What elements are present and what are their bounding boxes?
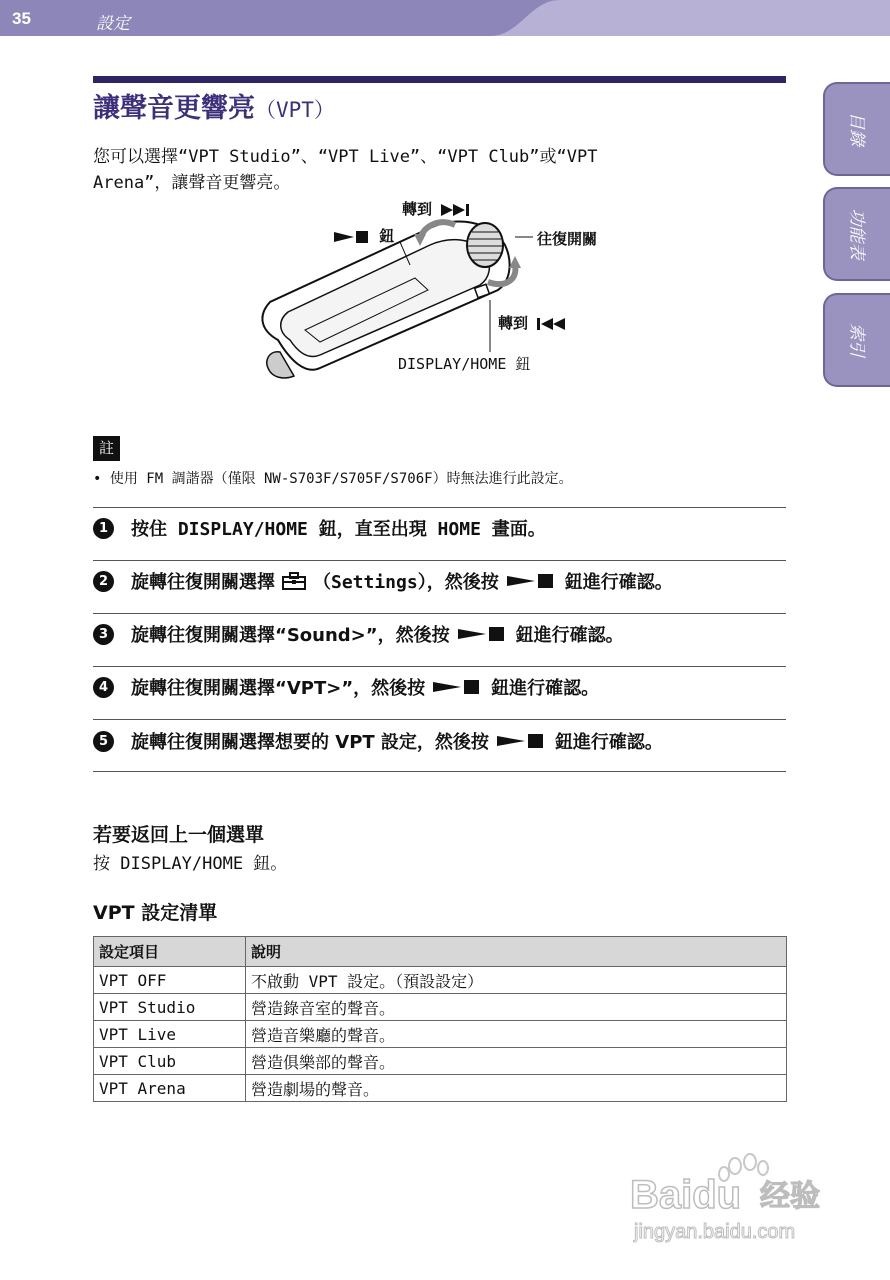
page-number: 35 <box>12 9 31 28</box>
vpt-list-heading: VPT 設定清單 <box>93 902 218 924</box>
title-rule <box>93 76 786 83</box>
return-heading: 若要返回上一個選單 <box>93 824 265 846</box>
divider <box>93 507 786 508</box>
settings-icon <box>281 571 307 591</box>
step-text-after: 鈕進行確認。 <box>515 625 624 646</box>
step-text-mid: （Settings），然後按 <box>313 572 499 593</box>
step-number: 5 <box>93 731 114 752</box>
table-row <box>94 1075 787 1102</box>
play-stop-icon <box>334 230 370 244</box>
step-text-after: 鈕進行確認。 <box>491 678 600 699</box>
step-text-after: 鈕進行確認。 <box>554 732 663 753</box>
table-row <box>94 967 787 994</box>
table-cell: 不啟動 VPT 設定。（預設設定） <box>246 967 787 994</box>
return-text: 按 DISPLAY/HOME 鈕。 <box>93 854 288 874</box>
menu-tab-label: 功能表 <box>846 208 867 260</box>
header-section-title: 設定 <box>96 14 130 34</box>
callout-next <box>402 198 477 219</box>
step-text-before: 旋轉往復開關選擇“VPT>”，然後按 <box>131 678 426 699</box>
vpt-settings-table <box>93 936 787 1102</box>
play-stop-icon <box>458 626 508 642</box>
note-badge: 註 <box>93 436 120 461</box>
table-cell: 營造俱樂部的聲音。 <box>246 1048 787 1075</box>
callout-next-label: 轉到 <box>402 200 433 218</box>
header-band <box>0 0 890 36</box>
step-number: 4 <box>93 677 114 698</box>
table-cell: 營造劇場的聲音。 <box>246 1075 787 1102</box>
step-2 <box>93 566 673 596</box>
callout-shuttle: 往復開關 <box>537 230 598 248</box>
table-cell: VPT Live <box>94 1021 246 1048</box>
toc-tab-label: 目錄 <box>846 112 867 146</box>
page-title <box>93 86 335 125</box>
divider <box>93 666 786 667</box>
callout-play-stop-label: 鈕 <box>379 227 395 245</box>
page-title-sub: （VPT） <box>255 98 335 122</box>
page-title-main: 讓聲音更響亮 <box>93 93 255 124</box>
table-cell: VPT Club <box>94 1048 246 1075</box>
next-track-icon <box>441 204 473 216</box>
callout-previous <box>498 312 573 333</box>
step-number: 2 <box>93 571 114 592</box>
toc-tab[interactable] <box>823 82 890 176</box>
divider <box>93 719 786 720</box>
play-stop-icon <box>433 679 483 695</box>
note-text: • 使用 FM 調諧器（僅限 NW-S703F/S705F/S706F）時無法進行此設定。 <box>93 471 573 487</box>
callout-play-stop <box>330 225 394 246</box>
step-text-before: 旋轉往復開關選擇“Sound>”，然後按 <box>131 625 450 646</box>
step-text-before: 旋轉往復開關選擇 <box>131 572 275 593</box>
step-text: 按住 DISPLAY/HOME 鈕，直至出現 HOME 畫面。 <box>131 519 546 540</box>
table-cell: VPT Arena <box>94 1075 246 1102</box>
table-cell: 營造音樂廳的聲音。 <box>246 1021 787 1048</box>
play-stop-icon <box>497 733 547 749</box>
step-1 <box>93 513 546 543</box>
column-header: 設定項目 <box>94 937 246 967</box>
watermark-brand-cn: 经验 <box>760 1179 820 1214</box>
table-row <box>94 1048 787 1075</box>
step-3 <box>93 619 624 649</box>
index-tab-label: 索引 <box>846 323 867 357</box>
divider <box>93 560 786 561</box>
baidu-watermark <box>630 1148 840 1248</box>
table-cell: VPT Studio <box>94 994 246 1021</box>
callout-display-home: DISPLAY/HOME 鈕 <box>398 355 531 373</box>
table-row <box>94 1021 787 1048</box>
divider <box>93 613 786 614</box>
watermark-url: jingyan.baidu.com <box>634 1221 796 1243</box>
step-number: 3 <box>93 624 114 645</box>
index-tab[interactable] <box>823 293 890 387</box>
step-4 <box>93 672 599 702</box>
table-header-row <box>94 937 787 967</box>
divider <box>93 771 786 772</box>
previous-track-icon <box>537 318 569 330</box>
intro-line-1: 您可以選擇“VPT Studio”、“VPT Live”、“VPT Club”或“VPT <box>93 147 598 167</box>
table-cell: 營造錄音室的聲音。 <box>246 994 787 1021</box>
play-stop-icon <box>507 573 557 589</box>
step-5 <box>93 726 663 756</box>
table-cell: VPT OFF <box>94 967 246 994</box>
table-row <box>94 994 787 1021</box>
step-text-before: 旋轉往復開關選擇想要的 VPT 設定，然後按 <box>131 732 489 753</box>
step-number: 1 <box>93 518 114 539</box>
step-text-after: 鈕進行確認。 <box>564 572 673 593</box>
menu-tab[interactable] <box>823 187 890 281</box>
watermark-brand: Baidu <box>630 1173 742 1217</box>
intro-line-2: Arena”，讓聲音更響亮。 <box>93 173 291 193</box>
column-header: 說明 <box>246 937 787 967</box>
callout-previous-label: 轉到 <box>498 314 529 332</box>
